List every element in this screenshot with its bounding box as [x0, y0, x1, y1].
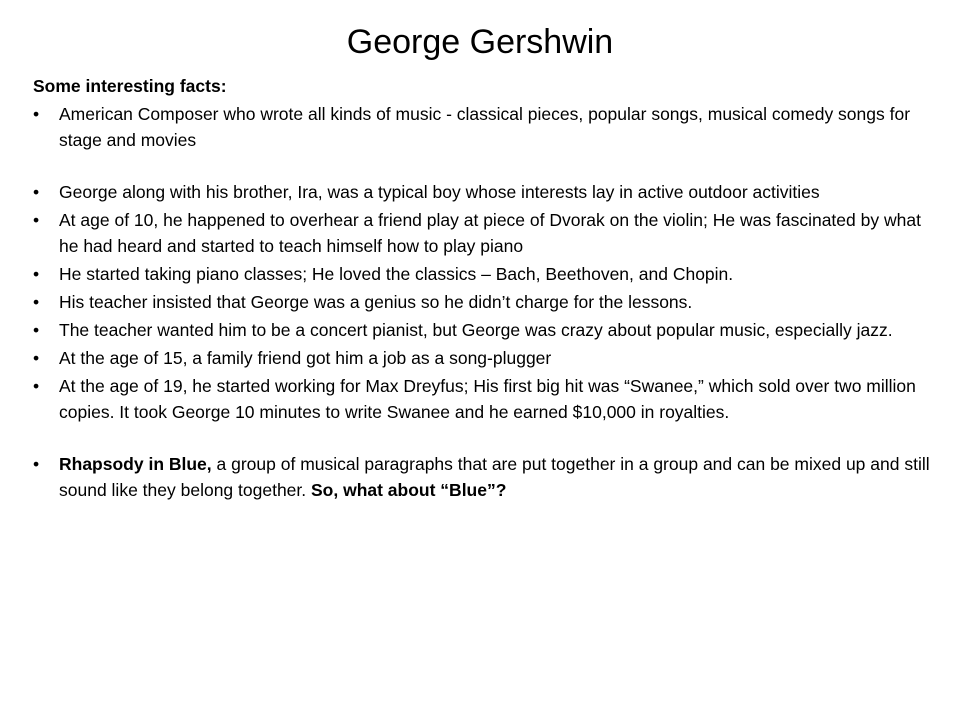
- list-item-text: George along with his brother, Ira, was a typical boy whose interests lay in active outdoor activities: [59, 182, 820, 202]
- list-item: [33, 179, 933, 205]
- subheading: Some interesting facts:: [33, 76, 227, 96]
- bullet-icon: •: [33, 182, 40, 202]
- list-item: [33, 261, 933, 287]
- slide-content: [33, 73, 933, 505]
- list-item: [33, 101, 933, 153]
- list-item: [33, 207, 933, 259]
- list-item-text: The teacher wanted him to be a concert pianist, but George was crazy about popular music, especially jazz.: [59, 320, 893, 340]
- bullet-icon: •: [33, 210, 40, 230]
- list-item-text: a group of musical paragraphs that are put together in a group and can be mixed up and still sound like they belong together.: [59, 454, 930, 500]
- list-item-text: At the age of 19, he started working for Max Dreyfus; His first big hit was “Swanee,” which sold over two million copies. It took George 10 minutes to write Swanee and he earned $10,000 in royalties.: [59, 376, 916, 422]
- bullet-icon: •: [33, 320, 40, 340]
- blue-question: So, what about “Blue”?: [311, 480, 507, 500]
- list-item-text: At age of 10, he happened to overhear a friend play at piece of Dvorak on the violin; He was fascinated by what he had heard and started to teach himself how to play piano: [59, 210, 921, 256]
- facts-list: [33, 101, 933, 503]
- bullet-icon: •: [33, 348, 40, 368]
- slide-title: George Gershwin: [346, 23, 614, 61]
- list-item: [33, 451, 933, 503]
- list-item: [33, 289, 933, 315]
- list-item: [33, 345, 933, 371]
- bullet-icon: •: [33, 104, 40, 124]
- list-item: [33, 373, 933, 425]
- list-item-text: He started taking piano classes; He loved the classics – Bach, Beethoven, and Chopin.: [59, 264, 734, 284]
- list-item-text: His teacher insisted that George was a genius so he didn’t charge for the lessons.: [59, 292, 693, 312]
- list-item: [33, 317, 933, 343]
- bullet-icon: •: [33, 454, 40, 474]
- list-item-text: American Composer who wrote all kinds of music - classical pieces, popular songs, musical comedy songs for stage and movies: [59, 104, 911, 150]
- bullet-icon: •: [33, 292, 40, 312]
- list-item-text: At the age of 15, a family friend got him a job as a song-plugger: [59, 348, 552, 368]
- rhapsody-lead: Rhapsody in Blue,: [59, 454, 212, 474]
- bullet-icon: •: [33, 264, 40, 284]
- bullet-icon: •: [33, 376, 40, 396]
